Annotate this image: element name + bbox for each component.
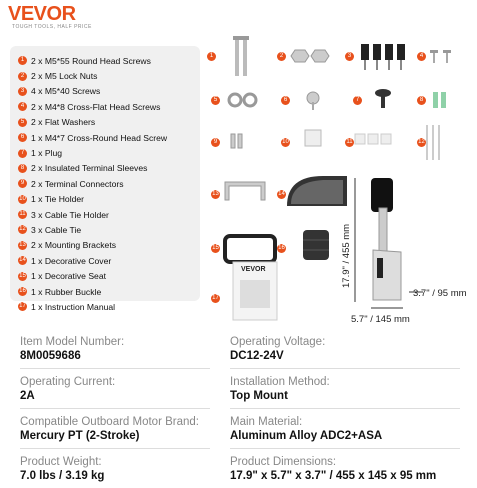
parts-list-text: 2 x M5*55 Round Head Screws xyxy=(31,55,151,66)
parts-list-text: 2 x M5 Lock Nuts xyxy=(31,71,98,82)
dimension-width: 5.7" / 145 mm xyxy=(351,314,410,325)
parts-list-item xyxy=(18,299,167,314)
flat-head-screws-icon xyxy=(430,50,451,63)
parts-list-text: 2 x M4*8 Cross-Flat Head Screws xyxy=(31,101,161,112)
item-number-badge: 9 xyxy=(18,179,27,188)
parts-list-text: 2 x Insulated Terminal Sleeves xyxy=(31,163,148,174)
spec-dimensions: Product Dimensions: 17.9" x 5.7" x 3.7" / 455 x 145 x 95 mm xyxy=(230,456,437,482)
parts-list-text: 1 x M4*7 Cross-Round Head Screw xyxy=(31,132,168,143)
item-number-badge: 17 xyxy=(19,303,26,310)
badge-12: 12 xyxy=(418,139,425,145)
parts-list-text: 1 x Instruction Manual xyxy=(31,301,116,312)
round-head-screws-icon xyxy=(233,36,249,76)
divider xyxy=(20,408,210,409)
decorative-cover-icon xyxy=(287,176,347,206)
parts-list-text: 1 x Plug xyxy=(31,148,63,159)
m5-screws-icon xyxy=(361,44,405,70)
badge-2: 2 xyxy=(277,52,286,61)
parts-list-text: 2 x Terminal Connectors xyxy=(31,178,124,189)
brand-tagline: TOUGH TOOLS, HALF PRICE xyxy=(12,24,92,30)
cross-round-screw-icon xyxy=(307,92,319,110)
item-number-badge: 13 xyxy=(19,241,26,248)
item-number-badge: 8 xyxy=(18,164,27,173)
dimension-height: 17.9" / 455 mm xyxy=(341,223,352,288)
parts-list-item xyxy=(18,192,167,207)
item-number-badge: 1 xyxy=(18,56,27,65)
parts-list-item xyxy=(18,84,167,99)
badge-8: 8 xyxy=(417,96,426,105)
badge-15: 15 xyxy=(212,245,219,251)
item-number-badge: 7 xyxy=(18,149,27,158)
plug-icon xyxy=(375,89,391,108)
parts-list-item xyxy=(18,130,167,145)
parts-list-item xyxy=(18,207,167,222)
spec-current: Operating Current: 2A xyxy=(20,376,116,402)
manual-logo: VEVOR xyxy=(241,266,266,273)
parts-list-item xyxy=(18,284,167,299)
mounting-brackets-icon xyxy=(225,182,265,200)
throttle-control-icon xyxy=(371,178,401,300)
badge-6: 6 xyxy=(281,96,290,105)
parts-list-text: 3 x Cable Tie xyxy=(31,224,82,235)
parts-list-item xyxy=(18,115,167,130)
cable-tie-holder-icon xyxy=(355,134,391,144)
terminal-sleeves-icon xyxy=(433,92,446,108)
spec-item-model: Item Model Number: 8M0059686 xyxy=(20,336,125,362)
spec-compatible-brand: Compatible Outboard Motor Brand: Mercury PT (2-Stroke) xyxy=(20,416,199,442)
badge-14: 14 xyxy=(278,191,285,197)
dimension-depth: 3.7" / 95 mm xyxy=(413,288,467,299)
divider xyxy=(230,408,460,409)
spec-material: Main Material: Aluminum Alloy ADC2+ASA xyxy=(230,416,383,442)
decorative-seat-icon xyxy=(225,236,275,262)
item-number-badge: 6 xyxy=(18,133,27,142)
item-number-badge: 11 xyxy=(19,211,26,218)
parts-list-text: 2 x Flat Washers xyxy=(31,117,96,128)
badge-3: 3 xyxy=(345,52,354,61)
parts-list-text: 1 x Tie Holder xyxy=(31,194,85,205)
parts-list-item xyxy=(18,53,167,68)
spec-weight: Product Weight: 7.0 lbs / 3.19 kg xyxy=(20,456,105,482)
parts-list-text: 1 x Decorative Cover xyxy=(31,255,112,266)
parts-diagram xyxy=(205,30,477,330)
badge-9: 9 xyxy=(211,138,220,147)
parts-list-text: 4 x M5*40 Screws xyxy=(31,86,101,97)
flat-washers-icon xyxy=(229,94,256,106)
divider xyxy=(230,368,460,369)
item-number-badge: 2 xyxy=(18,72,27,81)
lock-nuts-icon xyxy=(291,50,329,62)
badge-17: 17 xyxy=(212,295,219,301)
spec-install: Installation Method: Top Mount xyxy=(230,376,330,402)
item-number-badge: 5 xyxy=(18,118,27,127)
item-number-badge: 14 xyxy=(19,257,26,264)
item-number-badge: 3 xyxy=(18,87,27,96)
tie-holder-icon xyxy=(305,130,321,146)
item-number-badge: 10 xyxy=(19,195,26,202)
parts-list-item xyxy=(18,253,167,268)
parts-list-item xyxy=(18,222,167,237)
badge-10: 10 xyxy=(282,139,289,145)
badge-1: 1 xyxy=(207,52,216,61)
parts-list-item xyxy=(18,176,167,191)
parts-list xyxy=(18,53,167,315)
parts-list-text: 1 x Rubber Buckle xyxy=(31,286,102,297)
parts-list-item xyxy=(18,68,167,83)
item-number-badge: 4 xyxy=(18,102,27,111)
badge-4: 4 xyxy=(417,52,426,61)
rubber-buckle-icon xyxy=(303,230,329,260)
cable-tie-icon xyxy=(427,125,439,160)
badge-16: 16 xyxy=(278,245,285,251)
badge-5: 5 xyxy=(211,96,220,105)
parts-list-text: 2 x Mounting Brackets xyxy=(31,240,117,251)
terminal-connectors-icon xyxy=(231,134,242,148)
item-number-badge: 16 xyxy=(19,288,26,295)
badge-11: 11 xyxy=(346,139,353,145)
parts-list-item xyxy=(18,161,167,176)
badge-7: 7 xyxy=(353,96,362,105)
item-number-badge: 15 xyxy=(19,272,26,279)
spec-voltage: Operating Voltage: DC12-24V xyxy=(230,336,326,362)
badge-13: 13 xyxy=(212,191,219,197)
brand-name: VEVOR xyxy=(8,3,76,25)
divider xyxy=(230,448,460,449)
parts-list-text: 3 x Cable Tie Holder xyxy=(31,209,109,220)
parts-list-item xyxy=(18,238,167,253)
parts-list-item xyxy=(18,99,167,114)
parts-list-text: 1 x Decorative Seat xyxy=(31,271,106,282)
parts-list-item xyxy=(18,145,167,160)
item-number-badge: 12 xyxy=(19,226,26,233)
divider xyxy=(20,368,210,369)
parts-list-item xyxy=(18,268,167,283)
divider xyxy=(20,448,210,449)
